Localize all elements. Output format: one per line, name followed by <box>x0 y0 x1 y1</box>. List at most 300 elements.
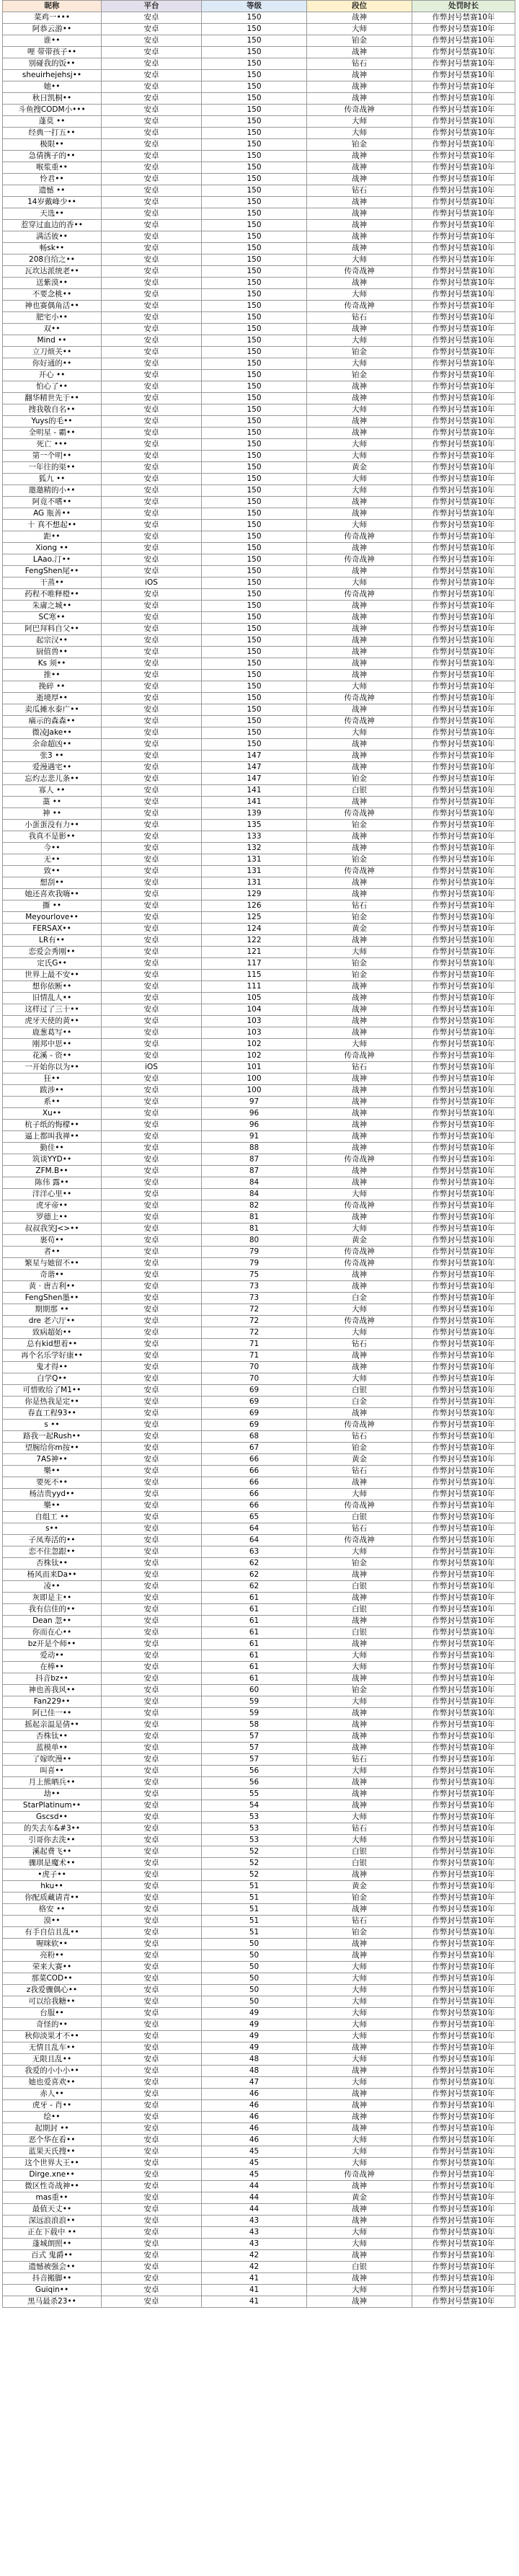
cell-penalty: 作弊封号禁赛10年 <box>412 1754 515 1766</box>
cell-penalty: 作弊封号禁赛10年 <box>412 70 515 81</box>
cell-penalty: 作弊封号禁赛10年 <box>412 543 515 554</box>
cell-rank: 战神 <box>307 1904 412 1916</box>
cell-level: 150 <box>202 589 307 601</box>
cell-platform: 安卓 <box>102 116 202 128</box>
table-row <box>3 808 515 820</box>
cell-penalty: 作弊封号禁赛10年 <box>412 1593 515 1604</box>
cell-nickname: 微区性奇战神•• <box>3 2181 102 2192</box>
cell-platform: 安卓 <box>102 416 202 428</box>
cell-rank: 战神 <box>307 47 412 58</box>
cell-nickname: 筑谈YYD•• <box>3 1154 102 1166</box>
cell-penalty: 作弊封号禁赛10年 <box>412 370 515 381</box>
cell-penalty: 作弊封号禁赛10年 <box>412 1304 515 1316</box>
cell-rank: 大师 <box>307 577 412 589</box>
cell-nickname: 樂•• <box>3 1500 102 1512</box>
cell-rank: 大师 <box>307 1766 412 1777</box>
column-header-platform: 平台 <box>102 1 202 12</box>
cell-penalty: 作弊封号禁赛10年 <box>412 1339 515 1350</box>
cell-level: 66 <box>202 1489 307 1500</box>
cell-nickname: 叫喜•• <box>3 1766 102 1777</box>
cell-rank: 战神 <box>307 1350 412 1362</box>
table-row <box>3 1304 515 1316</box>
cell-rank: 战神 <box>307 670 412 681</box>
cell-platform: 安卓 <box>102 220 202 231</box>
cell-level: 61 <box>202 1662 307 1673</box>
cell-level: 42 <box>202 2262 307 2273</box>
cell-penalty: 作弊封号禁赛10年 <box>412 278 515 289</box>
cell-penalty: 作弊封号禁赛10年 <box>412 981 515 993</box>
table-row <box>3 1604 515 1616</box>
cell-nickname: 别碰我的饭•• <box>3 58 102 70</box>
cell-penalty: 作弊封号禁赛10年 <box>412 2192 515 2204</box>
cell-penalty: 作弊封号禁赛10年 <box>412 2077 515 2089</box>
table-row <box>3 393 515 404</box>
table-row <box>3 993 515 1004</box>
cell-nickname: 虎牙天使的黄•• <box>3 1016 102 1027</box>
cell-rank: 铂金 <box>307 912 412 924</box>
cell-platform: 安卓 <box>102 681 202 693</box>
cell-platform: 安卓 <box>102 2239 202 2250</box>
cell-nickname: 奇谐•• <box>3 1270 102 1281</box>
cell-rank: 战神 <box>307 2066 412 2077</box>
cell-nickname: 喔咪软•• <box>3 1939 102 1950</box>
cell-rank: 大师 <box>307 1304 412 1316</box>
cell-nickname: 致•• <box>3 866 102 877</box>
cell-nickname: 我爱的小小小•• <box>3 2066 102 2077</box>
cell-penalty: 作弊封号禁赛10年 <box>412 751 515 762</box>
cell-nickname: 狐九 •• <box>3 474 102 485</box>
cell-penalty: 作弊封号禁赛10年 <box>412 1973 515 1985</box>
cell-platform: 安卓 <box>102 497 202 508</box>
cell-nickname: sheuirhejehsj•• <box>3 70 102 81</box>
cell-platform: 安卓 <box>102 1927 202 1939</box>
cell-penalty: 作弊封号禁赛10年 <box>412 324 515 335</box>
cell-platform: 安卓 <box>102 1973 202 1985</box>
table-row <box>3 1004 515 1016</box>
cell-penalty: 作弊封号禁赛10年 <box>412 1120 515 1131</box>
cell-rank: 传奇战神 <box>307 1316 412 1327</box>
cell-rank: 战神 <box>307 2296 412 2308</box>
cell-penalty: 作弊封号禁赛10年 <box>412 1846 515 1858</box>
cell-level: 46 <box>202 2123 307 2135</box>
table-row <box>3 1754 515 1766</box>
table-row <box>3 2158 515 2169</box>
cell-rank: 战神 <box>307 2273 412 2285</box>
cell-platform: 安卓 <box>102 889 202 900</box>
table-row <box>3 1339 515 1350</box>
cell-nickname: 黑马最杀23•• <box>3 2296 102 2308</box>
cell-platform: 安卓 <box>102 404 202 416</box>
table-row <box>3 935 515 947</box>
cell-rank: 战神 <box>307 1477 412 1489</box>
cell-penalty: 作弊封号禁赛10年 <box>412 612 515 624</box>
cell-rank: 战神 <box>307 981 412 993</box>
cell-nickname: 极限•• <box>3 139 102 151</box>
cell-rank: 黄金 <box>307 1454 412 1466</box>
cell-rank: 战神 <box>307 1593 412 1604</box>
table-row <box>3 1939 515 1950</box>
cell-platform: 安卓 <box>102 1835 202 1846</box>
cell-level: 135 <box>202 820 307 831</box>
cell-penalty: 作弊封号禁赛10年 <box>412 1823 515 1835</box>
cell-penalty: 作弊封号禁赛10年 <box>412 1743 515 1754</box>
cell-penalty: 作弊封号禁赛10年 <box>412 1512 515 1523</box>
cell-penalty: 作弊封号禁赛10年 <box>412 1639 515 1650</box>
cell-platform: 安卓 <box>102 739 202 751</box>
cell-level: 150 <box>202 727 307 739</box>
cell-level: 150 <box>202 105 307 116</box>
table-row <box>3 1962 515 1973</box>
cell-penalty: 作弊封号禁赛10年 <box>412 1766 515 1777</box>
cell-rank: 铂金 <box>307 1685 412 1696</box>
cell-rank: 大师 <box>307 1223 412 1235</box>
table-row <box>3 2204 515 2216</box>
cell-rank: 白银 <box>307 1858 412 1869</box>
cell-penalty: 作弊封号禁赛10年 <box>412 2158 515 2169</box>
cell-platform: 安卓 <box>102 1869 202 1881</box>
cell-rank: 战神 <box>307 2123 412 2135</box>
cell-nickname: FengShen墨•• <box>3 1293 102 1304</box>
cell-nickname: 花溪 - 资•• <box>3 1050 102 1062</box>
cell-platform: 安卓 <box>102 278 202 289</box>
cell-nickname: 14岁戴峰少•• <box>3 197 102 208</box>
table-row <box>3 2112 515 2123</box>
cell-penalty: 作弊封号禁赛10年 <box>412 47 515 58</box>
table-row <box>3 1916 515 1927</box>
cell-level: 133 <box>202 831 307 843</box>
cell-nickname: 抖音bz•• <box>3 1673 102 1685</box>
table-row <box>3 1270 515 1281</box>
cell-level: 122 <box>202 935 307 947</box>
table-row <box>3 2192 515 2204</box>
cell-nickname: LAao.汀•• <box>3 554 102 566</box>
cell-platform: 安卓 <box>102 58 202 70</box>
cell-platform: 安卓 <box>102 1154 202 1166</box>
cell-platform: 安卓 <box>102 151 202 162</box>
cell-platform: 安卓 <box>102 1270 202 1281</box>
table-row <box>3 1131 515 1143</box>
cell-platform: 安卓 <box>102 797 202 808</box>
cell-level: 150 <box>202 197 307 208</box>
cell-rank: 传奇战神 <box>307 554 412 566</box>
cell-platform: 安卓 <box>102 289 202 301</box>
cell-rank: 战神 <box>307 1719 412 1731</box>
cell-rank: 战神 <box>307 1027 412 1039</box>
cell-rank: 大师 <box>307 2227 412 2239</box>
cell-rank: 大师 <box>307 2158 412 2169</box>
cell-nickname: 菜鸡一••• <box>3 12 102 24</box>
cell-penalty: 作弊封号禁赛10年 <box>412 1131 515 1143</box>
cell-nickname: 神也善我风•• <box>3 1685 102 1696</box>
cell-level: 131 <box>202 866 307 877</box>
table-row <box>3 416 515 428</box>
cell-level: 150 <box>202 162 307 174</box>
table-row <box>3 693 515 704</box>
cell-platform: 安卓 <box>102 1050 202 1062</box>
cell-penalty: 作弊封号禁赛10年 <box>412 1062 515 1074</box>
cell-nickname: mas重•• <box>3 2192 102 2204</box>
cell-rank: 传奇战神 <box>307 1154 412 1166</box>
cell-nickname: Dean 忽•• <box>3 1616 102 1627</box>
table-row <box>3 2296 515 2308</box>
table-row <box>3 474 515 485</box>
column-header-penalty: 处罚时长 <box>412 1 515 12</box>
table-row <box>3 2250 515 2262</box>
cell-level: 42 <box>202 2250 307 2262</box>
cell-penalty: 作弊封号禁赛10年 <box>412 1050 515 1062</box>
cell-nickname: 蓬城朗照•• <box>3 2239 102 2250</box>
table-row <box>3 601 515 612</box>
cell-penalty: 作弊封号禁赛10年 <box>412 1397 515 1408</box>
cell-nickname: 者•• <box>3 1247 102 1258</box>
cell-nickname: 惹穿过血边的香•• <box>3 220 102 231</box>
table-row <box>3 2077 515 2089</box>
cell-platform: 安卓 <box>102 1858 202 1869</box>
cell-platform: 安卓 <box>102 197 202 208</box>
cell-platform: 安卓 <box>102 1650 202 1662</box>
table-row <box>3 439 515 451</box>
cell-nickname: 开心 •• <box>3 370 102 381</box>
cell-nickname: Dirge.xne•• <box>3 2169 102 2181</box>
cell-rank: 大师 <box>307 2019 412 2031</box>
cell-level: 150 <box>202 577 307 589</box>
cell-level: 66 <box>202 1500 307 1512</box>
table-row <box>3 174 515 185</box>
cell-platform: 安卓 <box>102 1570 202 1581</box>
cell-rank: 白金 <box>307 1397 412 1408</box>
cell-platform: 安卓 <box>102 93 202 105</box>
cell-penalty: 作弊封号禁赛10年 <box>412 1685 515 1696</box>
cell-platform: 安卓 <box>102 843 202 854</box>
table-row <box>3 1558 515 1570</box>
cell-penalty: 作弊封号禁赛10年 <box>412 1731 515 1743</box>
cell-platform: 安卓 <box>102 601 202 612</box>
cell-penalty: 作弊封号禁赛10年 <box>412 1258 515 1270</box>
table-row <box>3 1062 515 1074</box>
cell-platform: 安卓 <box>102 2031 202 2042</box>
cell-level: 71 <box>202 1339 307 1350</box>
table-row <box>3 658 515 670</box>
cell-penalty: 作弊封号禁赛10年 <box>412 1477 515 1489</box>
cell-level: 43 <box>202 2227 307 2239</box>
cell-nickname: 世界上最不安•• <box>3 970 102 981</box>
cell-level: 61 <box>202 1673 307 1685</box>
cell-rank: 战神 <box>307 220 412 231</box>
cell-penalty: 作弊封号禁赛10年 <box>412 12 515 24</box>
cell-penalty: 作弊封号禁赛10年 <box>412 1373 515 1385</box>
cell-nickname: 十 真不想起•• <box>3 520 102 531</box>
table-row <box>3 116 515 128</box>
cell-penalty: 作弊封号禁赛10年 <box>412 1789 515 1800</box>
cell-penalty: 作弊封号禁赛10年 <box>412 1200 515 1212</box>
cell-nickname: 距•• <box>3 531 102 543</box>
cell-nickname: FERSAX•• <box>3 924 102 935</box>
cell-level: 61 <box>202 1616 307 1627</box>
table-row <box>3 1662 515 1673</box>
table-row <box>3 1673 515 1685</box>
cell-rank: 大师 <box>307 24 412 35</box>
cell-platform: 安卓 <box>102 947 202 958</box>
cell-platform: 安卓 <box>102 1500 202 1512</box>
table-row <box>3 208 515 220</box>
cell-level: 44 <box>202 2181 307 2192</box>
cell-penalty: 作弊封号禁赛10年 <box>412 693 515 704</box>
cell-level: 46 <box>202 2135 307 2146</box>
cell-platform: 安卓 <box>102 2158 202 2169</box>
cell-penalty: 作弊封号禁赛10年 <box>412 1223 515 1235</box>
cell-nickname: 鬼才得•• <box>3 1362 102 1373</box>
cell-level: 111 <box>202 981 307 993</box>
cell-nickname: 亮粉•• <box>3 1950 102 1962</box>
cell-level: 147 <box>202 762 307 774</box>
cell-platform: 安卓 <box>102 1846 202 1858</box>
cell-platform: 安卓 <box>102 508 202 520</box>
cell-nickname: 台服•• <box>3 2008 102 2019</box>
cell-level: 150 <box>202 693 307 704</box>
cell-rank: 大师 <box>307 1996 412 2008</box>
cell-level: 102 <box>202 1039 307 1050</box>
cell-penalty: 作弊封号禁赛10年 <box>412 1350 515 1362</box>
cell-penalty: 作弊封号禁赛10年 <box>412 797 515 808</box>
table-row <box>3 1858 515 1869</box>
cell-nickname: ZFM.B•• <box>3 1166 102 1177</box>
cell-level: 150 <box>202 601 307 612</box>
cell-rank: 传奇战神 <box>307 1500 412 1512</box>
cell-penalty: 作弊封号禁赛10年 <box>412 704 515 716</box>
cell-rank: 战神 <box>307 2112 412 2123</box>
cell-level: 46 <box>202 2100 307 2112</box>
table-row <box>3 2066 515 2077</box>
cell-platform: 安卓 <box>102 1131 202 1143</box>
cell-platform: 安卓 <box>102 2146 202 2158</box>
cell-nickname: 斗鱼搜CODM小••• <box>3 105 102 116</box>
cell-nickname: 春直工程93•• <box>3 1408 102 1420</box>
cell-platform: 安卓 <box>102 1350 202 1362</box>
cell-level: 87 <box>202 1166 307 1177</box>
cell-level: 150 <box>202 508 307 520</box>
table-row <box>3 739 515 751</box>
cell-rank: 战神 <box>307 1408 412 1420</box>
table-row <box>3 35 515 47</box>
cell-rank: 大师 <box>307 1812 412 1823</box>
table-row <box>3 1431 515 1443</box>
table-row <box>3 105 515 116</box>
cell-nickname: Ks 须•• <box>3 658 102 670</box>
cell-nickname: 可以给我糖•• <box>3 1996 102 2008</box>
cell-penalty: 作弊封号禁赛10年 <box>412 266 515 278</box>
cell-penalty: 作弊封号禁赛10年 <box>412 1916 515 1927</box>
cell-rank: 大师 <box>307 1546 412 1558</box>
cell-level: 150 <box>202 658 307 670</box>
cell-rank: 大师 <box>307 404 412 416</box>
cell-level: 150 <box>202 278 307 289</box>
cell-nickname: 208自给之•• <box>3 254 102 266</box>
header-row <box>3 1 515 12</box>
cell-rank: 战神 <box>307 1570 412 1581</box>
cell-penalty: 作弊封号禁赛10年 <box>412 716 515 727</box>
cell-rank: 战神 <box>307 2181 412 2192</box>
cell-platform: 安卓 <box>102 2250 202 2262</box>
cell-penalty: 作弊封号禁赛10年 <box>412 635 515 647</box>
cell-platform: 安卓 <box>102 185 202 197</box>
table-row <box>3 2227 515 2239</box>
column-header-level: 等级 <box>202 1 307 12</box>
cell-level: 150 <box>202 428 307 439</box>
cell-nickname: 干蒸•• <box>3 577 102 589</box>
cell-rank: 战神 <box>307 1131 412 1143</box>
cell-penalty: 作弊封号禁赛10年 <box>412 624 515 635</box>
table-row <box>3 151 515 162</box>
table-row <box>3 404 515 416</box>
cell-penalty: 作弊封号禁赛10年 <box>412 1431 515 1443</box>
cell-rank: 战神 <box>307 704 412 716</box>
table-row <box>3 1973 515 1985</box>
cell-rank: 大师 <box>307 1327 412 1339</box>
cell-level: 150 <box>202 58 307 70</box>
table-row <box>3 428 515 439</box>
table-row <box>3 358 515 370</box>
cell-nickname: Gscsd•• <box>3 1812 102 1823</box>
cell-rank: 白银 <box>307 1385 412 1397</box>
cell-level: 44 <box>202 2204 307 2216</box>
cell-penalty: 作弊封号禁赛10年 <box>412 1235 515 1247</box>
cell-level: 150 <box>202 716 307 727</box>
cell-penalty: 作弊封号禁赛10年 <box>412 531 515 543</box>
cell-penalty: 作弊封号禁赛10年 <box>412 1696 515 1708</box>
column-header-nickname: 昵称 <box>3 1 102 12</box>
table-row <box>3 370 515 381</box>
cell-platform: 安卓 <box>102 174 202 185</box>
cell-penalty: 作弊封号禁赛10年 <box>412 889 515 900</box>
cell-level: 57 <box>202 1754 307 1766</box>
cell-level: 150 <box>202 254 307 266</box>
cell-platform: 安卓 <box>102 1996 202 2008</box>
table-row <box>3 1408 515 1420</box>
cell-nickname: 今•• <box>3 843 102 854</box>
table-row <box>3 820 515 831</box>
cell-platform: 安卓 <box>102 1016 202 1027</box>
cell-nickname: 正在下载中 •• <box>3 2227 102 2239</box>
cell-level: 43 <box>202 2239 307 2250</box>
cell-platform: 安卓 <box>102 162 202 174</box>
cell-platform: 安卓 <box>102 370 202 381</box>
table-row <box>3 1189 515 1200</box>
cell-platform: 安卓 <box>102 993 202 1004</box>
cell-platform: 安卓 <box>102 1200 202 1212</box>
cell-rank: 传奇战神 <box>307 1247 412 1258</box>
cell-nickname: 劫•• <box>3 1789 102 1800</box>
table-row <box>3 1293 515 1304</box>
cell-platform: 安卓 <box>102 35 202 47</box>
cell-level: 126 <box>202 900 307 912</box>
cell-platform: 安卓 <box>102 1408 202 1420</box>
cell-rank: 大师 <box>307 474 412 485</box>
cell-platform: 安卓 <box>102 485 202 497</box>
cell-level: 96 <box>202 1120 307 1131</box>
cell-rank: 大师 <box>307 358 412 370</box>
cell-platform: 安卓 <box>102 1696 202 1708</box>
cell-level: 147 <box>202 774 307 785</box>
table-row <box>3 278 515 289</box>
table-row <box>3 58 515 70</box>
cell-nickname: s •• <box>3 1420 102 1431</box>
cell-penalty: 作弊封号禁赛10年 <box>412 1166 515 1177</box>
cell-rank: 战神 <box>307 1708 412 1719</box>
cell-rank: 白银 <box>307 2262 412 2273</box>
cell-rank: 白银 <box>307 1604 412 1616</box>
cell-nickname: 赤人•• <box>3 2089 102 2100</box>
cell-penalty: 作弊封号禁赛10年 <box>412 416 515 428</box>
